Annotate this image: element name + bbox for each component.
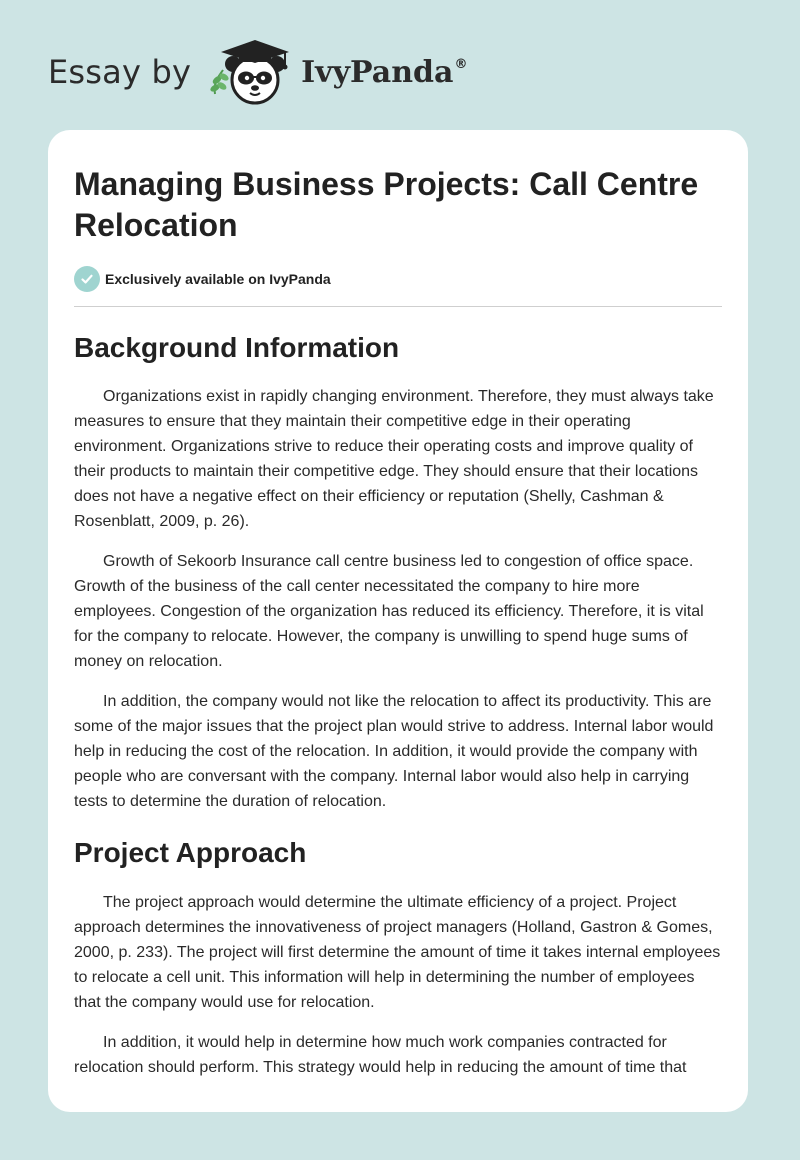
- registered-mark: ®: [454, 56, 468, 72]
- paragraph: In addition, it would help in determine how much work companies contracted for relocation should perform. This strategy would help in reducing the amount of time that: [74, 1034, 687, 1076]
- panda-graduate-icon: [205, 36, 297, 108]
- paragraph: Growth of Sekoorb Insurance call centre business led to congestion of office space. Growth of the business of the call center necessitated the company to hire more employees. Congestion of the organization has reduced its efficiency. Therefore, it is vital for the company to relocate. However, the company is unwilling to spend huge sums of money on relocation.: [74, 553, 704, 670]
- brand-name: IvyPanda®: [301, 54, 468, 90]
- section-heading-project-approach: Project Approach: [74, 837, 307, 868]
- divider: [74, 306, 722, 307]
- page-title: Managing Business Projects: Call Centre Relocation: [74, 166, 699, 243]
- paragraph: In addition, the company would not like the relocation to affect its productivity. This are some of the major issues that the project plan would strive to address. Internal labor would help in reducing the cost of the relocation. In addition, it would provide the company with people who are conversant with the company. Internal labor would also help in carrying tests to determine the duration of relocation.: [74, 693, 714, 810]
- essay-content: [74, 164, 724, 1095]
- essay-card: [48, 130, 748, 1112]
- exclusive-badge: [74, 266, 724, 292]
- brand-prefix: Essay by: [48, 53, 192, 91]
- paragraph: Organizations exist in rapidly changing environment. Therefore, they must always take measures to ensure that they maintain their competitive edge in their operating environment. Organizations strive to reduce their operating costs and improve quality of their products to maintain their competitive edge. They should ensure that their locations does not have a negative effect on their efficiency or reputation (Shelly, Cashman & Rosenblatt, 2009, p. 26).: [74, 388, 714, 530]
- exclusive-label: Exclusively available on IvyPanda: [105, 271, 331, 287]
- site-header: [48, 36, 467, 108]
- section-heading-background: Background Information: [74, 332, 400, 363]
- check-icon: [74, 266, 100, 292]
- paragraph: The project approach would determine the ultimate efficiency of a project. Project approach determines the innovativeness of project managers (Holland, Gastron & Gomes, 2000, p. 233). The project will first determine the amount of time it takes internal employees to relocate a cell unit. This information will help in determining the number of employees that the company would use for relocation.: [74, 894, 721, 1011]
